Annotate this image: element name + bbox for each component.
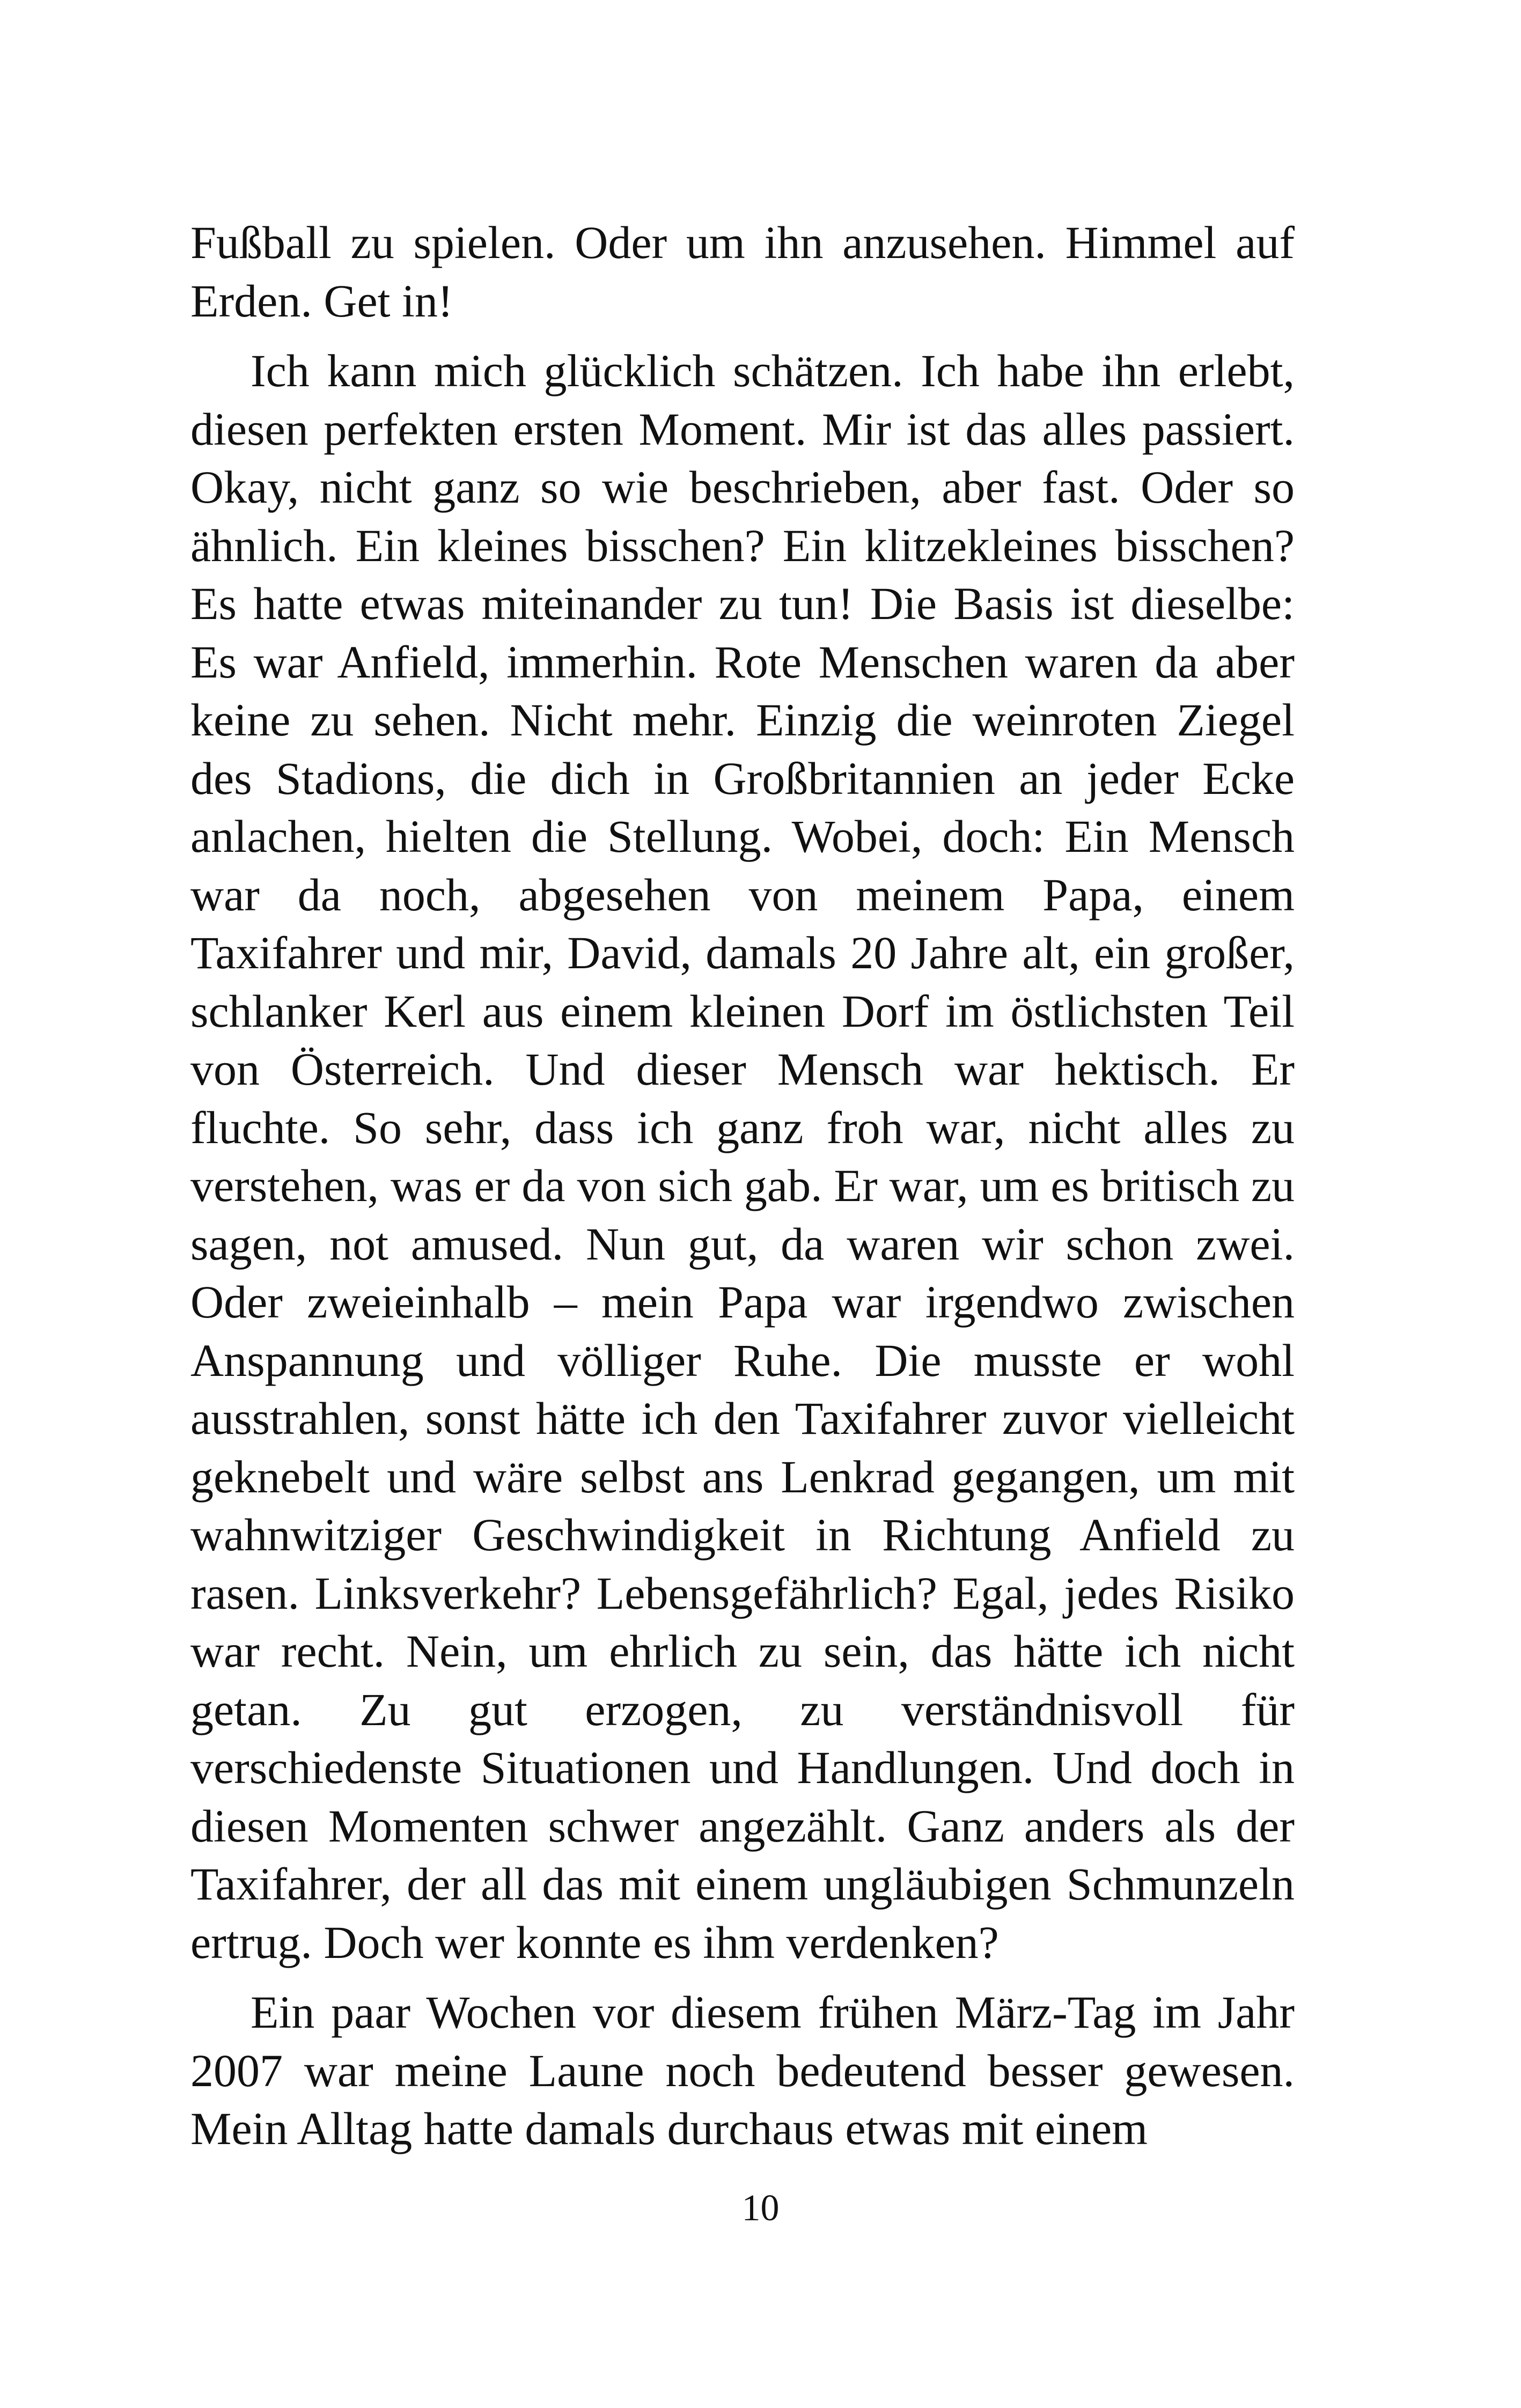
- paragraph-3: Ein paar Wochen vor diesem frühen März-Tag im Jahr 2007 war meine Laune noch bedeutend besser gewesen. Mein Alltag hatte damals durchaus etwas mit einem: [190, 1986, 1295, 2154]
- body-text: [190, 213, 1295, 2158]
- page-number: 10: [741, 2188, 780, 2229]
- paragraph-2: Ich kann mich glücklich schätzen. Ich habe ihn erlebt, diesen perfekten ersten Moment. Mir ist das alles passiert. Okay, nicht ganz so wie beschrieben, aber fast. Oder so ähnlich. Ein kleines bisschen? Ein klitzekleines bisschen? Es hatte etwas miteinander zu tun! Die Basis ist dieselbe: Es war Anfield, immerhin. Rote Menschen waren da aber keine zu sehen. Nicht mehr. Einzig die weinroten Ziegel des Stadions, die dich in Großbritannien an jeder Ecke anlachen, hielten die Stellung. Wobei, doch: Ein Mensch war da noch, abgesehen von meinem Papa, einem Taxifahrer und mir, David, damals 20 Jahre alt, ein großer, schlanker Kerl aus einem kleinen Dorf im östlichsten Teil von Österreich. Und dieser Mensch war hektisch. Er fluchte. So sehr, dass ich ganz froh war, nicht alles zu verstehen, was er da von sich gab. Er war, um es britisch zu sagen, not amused. Nun gut, da waren wir schon zwei. Oder zweieinhalb – mein Papa war irgendwo zwischen Anspannung und völliger Ruhe. Die musste er wohl ausstrahlen, sonst hätte ich den Taxifahrer zuvor vielleicht geknebelt und wäre selbst ans Lenkrad gegangen, um mit wahnwitziger Geschwindigkeit in Richtung Anfield zu rasen. Linksverkehr? Lebensgefährlich? Egal, jedes Risiko war recht. Nein, um ehrlich zu sein, das hätte ich nicht getan. Zu gut erzogen, zu verständnisvoll für verschiedenste Situationen und Handlungen. Und doch in diesen Momenten schwer angezählt. Ganz anders als der Taxifahrer, der all das mit einem ungläubigen Schmunzeln ertrug. Doch wer konnte es ihm verdenken?: [190, 345, 1295, 1968]
- paragraph-1: Fußball zu spielen. Oder um ihn anzusehen. Himmel auf Erden. Get in!: [190, 217, 1295, 327]
